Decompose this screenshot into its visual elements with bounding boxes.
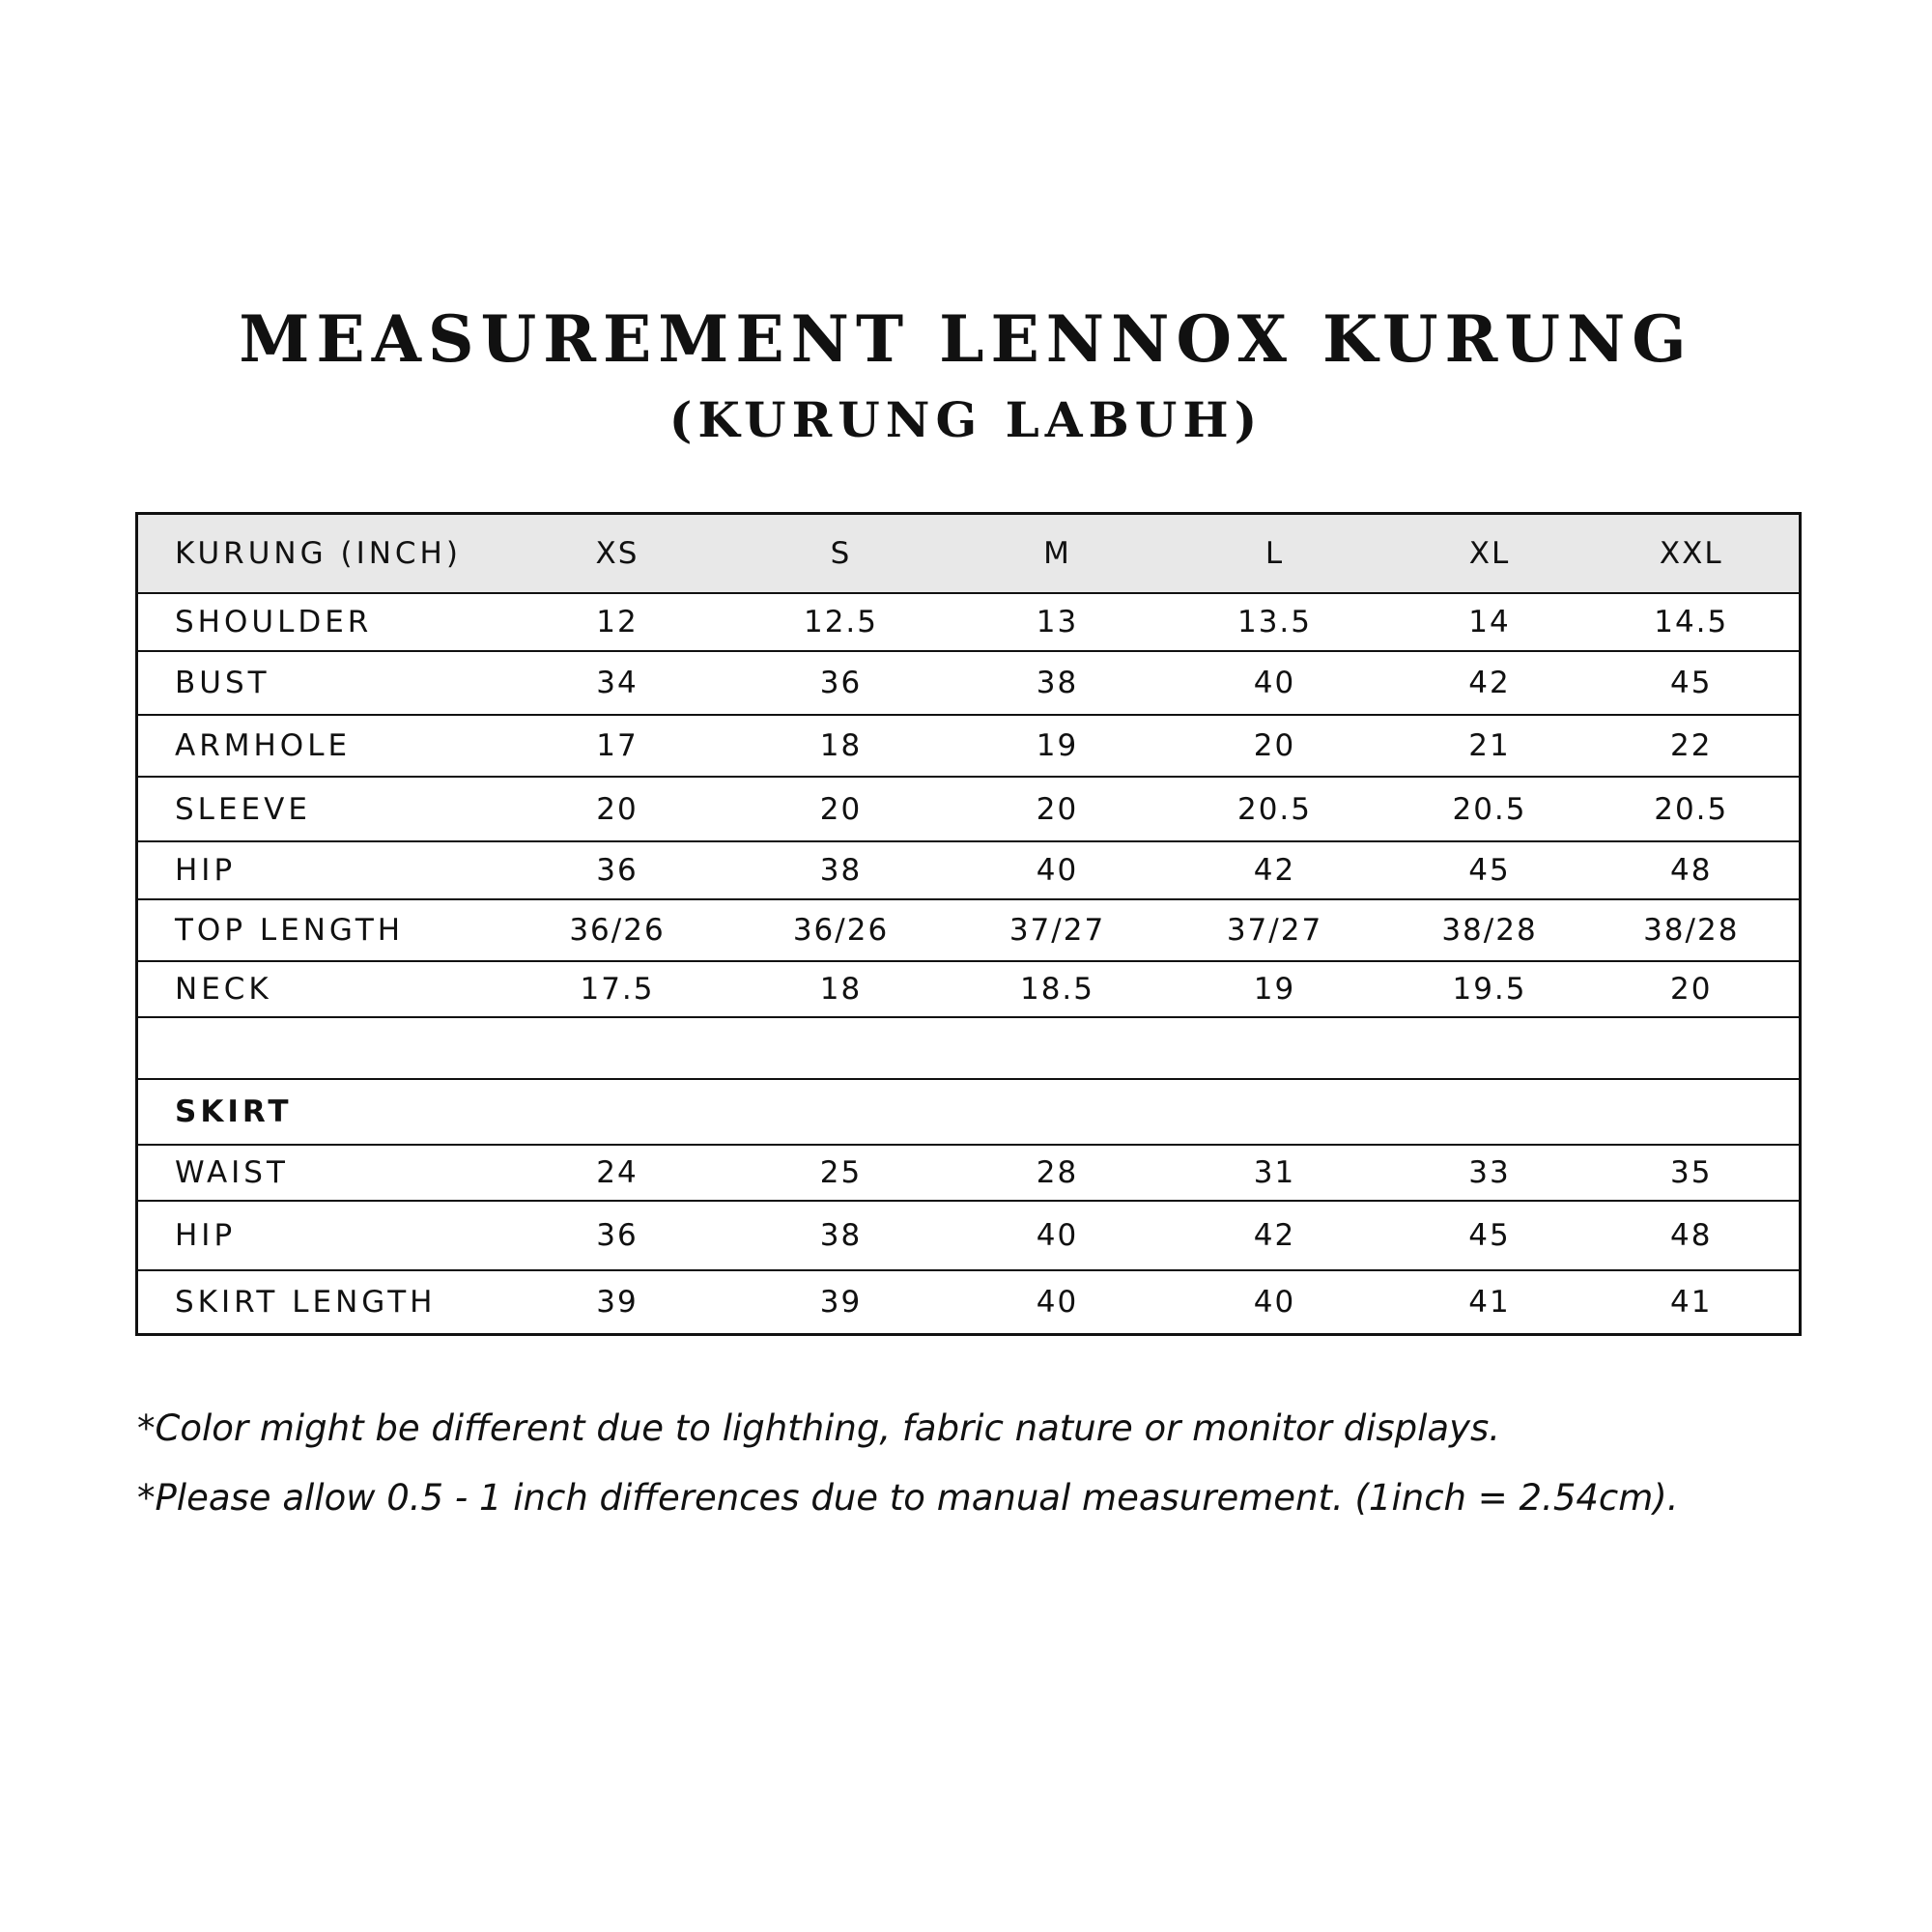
- value-cell: 38: [722, 841, 961, 899]
- table-row: [137, 1270, 1801, 1334]
- note-color: *Color might be different due to lighthing, fabric nature or monitor displays.: [137, 1407, 1501, 1449]
- value-cell: 36: [722, 651, 961, 715]
- row-label: NECK: [137, 961, 514, 1017]
- value-cell: 19: [1154, 961, 1396, 1017]
- value-cell: 42: [1396, 651, 1584, 715]
- value-cell: 42: [1154, 841, 1396, 899]
- row-label: ARMHOLE: [137, 715, 514, 777]
- page-subtitle: (KURUNG LABUH): [668, 391, 1264, 448]
- value-cell: [961, 1079, 1154, 1145]
- value-cell: 33: [1396, 1145, 1584, 1201]
- table-row: [137, 593, 1801, 651]
- value-cell: [1154, 1079, 1396, 1145]
- value-cell: 41: [1584, 1270, 1801, 1334]
- value-cell: [514, 1017, 722, 1079]
- value-cell: 40: [1154, 1270, 1396, 1334]
- value-cell: 18.5: [961, 961, 1154, 1017]
- value-cell: 42: [1154, 1201, 1396, 1270]
- value-cell: 22: [1584, 715, 1801, 777]
- value-cell: [961, 1017, 1154, 1079]
- value-cell: 35: [1584, 1145, 1801, 1201]
- header-size-l: L: [1154, 514, 1396, 594]
- value-cell: 45: [1396, 1201, 1584, 1270]
- table-row: [137, 1145, 1801, 1201]
- value-cell: 20: [722, 777, 961, 841]
- value-cell: 20.5: [1396, 777, 1584, 841]
- value-cell: 21: [1396, 715, 1584, 777]
- value-cell: 20: [1584, 961, 1801, 1017]
- value-cell: 38/28: [1584, 899, 1801, 961]
- notes-section: [137, 1407, 1876, 1549]
- row-label: SKIRT LENGTH: [137, 1270, 514, 1334]
- value-cell: 45: [1396, 841, 1584, 899]
- value-cell: 13: [961, 593, 1154, 651]
- value-cell: 13.5: [1154, 593, 1396, 651]
- table-row: [137, 777, 1801, 841]
- value-cell: 40: [961, 1270, 1154, 1334]
- value-cell: 37/27: [961, 899, 1154, 961]
- section-row: [137, 1079, 1801, 1145]
- value-cell: 20.5: [1584, 777, 1801, 841]
- value-cell: 39: [722, 1270, 961, 1334]
- value-cell: 36/26: [514, 899, 722, 961]
- row-label: BUST: [137, 651, 514, 715]
- value-cell: 24: [514, 1145, 722, 1201]
- row-label: HIP: [137, 841, 514, 899]
- row-label: TOP LENGTH: [137, 899, 514, 961]
- value-cell: 36: [514, 1201, 722, 1270]
- row-label: SHOULDER: [137, 593, 514, 651]
- value-cell: [1396, 1017, 1584, 1079]
- size-chart-table: [135, 512, 1802, 1336]
- value-cell: 28: [961, 1145, 1154, 1201]
- value-cell: 45: [1584, 651, 1801, 715]
- value-cell: [1154, 1017, 1396, 1079]
- value-cell: 36: [514, 841, 722, 899]
- row-label: WAIST: [137, 1145, 514, 1201]
- value-cell: 14: [1396, 593, 1584, 651]
- value-cell: 38: [961, 651, 1154, 715]
- value-cell: 38: [722, 1201, 961, 1270]
- value-cell: 36/26: [722, 899, 961, 961]
- value-cell: 14.5: [1584, 593, 1801, 651]
- value-cell: 20: [961, 777, 1154, 841]
- section-label: SKIRT: [137, 1079, 514, 1145]
- value-cell: 37/27: [1154, 899, 1396, 961]
- value-cell: 12.5: [722, 593, 961, 651]
- table-row: [137, 899, 1801, 961]
- value-cell: 40: [961, 1201, 1154, 1270]
- value-cell: 39: [514, 1270, 722, 1334]
- row-label: SLEEVE: [137, 777, 514, 841]
- value-cell: 18: [722, 961, 961, 1017]
- value-cell: [1584, 1079, 1801, 1145]
- value-cell: [514, 1079, 722, 1145]
- value-cell: 19: [961, 715, 1154, 777]
- header-label-cell: KURUNG (INCH): [137, 514, 514, 594]
- table-row: [137, 961, 1801, 1017]
- note-measurement: *Please allow 0.5 - 1 inch differences due to manual measurement. (1inch = 2.54cm).: [137, 1477, 1679, 1519]
- blank-row: [137, 1017, 1801, 1079]
- value-cell: [1584, 1017, 1801, 1079]
- table-row: [137, 1201, 1801, 1270]
- value-cell: 18: [722, 715, 961, 777]
- value-cell: [722, 1079, 961, 1145]
- header-size-m: M: [961, 514, 1154, 594]
- header-size-s: S: [722, 514, 961, 594]
- value-cell: 17: [514, 715, 722, 777]
- page-title: MEASUREMENT LENNOX KURUNG: [239, 301, 1693, 377]
- header-size-xl: XL: [1396, 514, 1584, 594]
- table-header-row: [137, 514, 1801, 594]
- value-cell: 31: [1154, 1145, 1396, 1201]
- value-cell: 20: [514, 777, 722, 841]
- header-size-xxl: XXL: [1584, 514, 1801, 594]
- table-row: [137, 651, 1801, 715]
- value-cell: 25: [722, 1145, 961, 1201]
- row-label: [137, 1017, 514, 1079]
- header-size-xs: XS: [514, 514, 722, 594]
- value-cell: 38/28: [1396, 899, 1584, 961]
- value-cell: 19.5: [1396, 961, 1584, 1017]
- value-cell: 12: [514, 593, 722, 651]
- value-cell: 40: [1154, 651, 1396, 715]
- table-row: [137, 715, 1801, 777]
- value-cell: 20.5: [1154, 777, 1396, 841]
- table-body: [137, 593, 1801, 1334]
- value-cell: 48: [1584, 1201, 1801, 1270]
- value-cell: 40: [961, 841, 1154, 899]
- value-cell: [722, 1017, 961, 1079]
- value-cell: [1396, 1079, 1584, 1145]
- value-cell: 34: [514, 651, 722, 715]
- value-cell: 17.5: [514, 961, 722, 1017]
- value-cell: 41: [1396, 1270, 1584, 1334]
- value-cell: 48: [1584, 841, 1801, 899]
- table-row: [137, 841, 1801, 899]
- value-cell: 20: [1154, 715, 1396, 777]
- row-label: HIP: [137, 1201, 514, 1270]
